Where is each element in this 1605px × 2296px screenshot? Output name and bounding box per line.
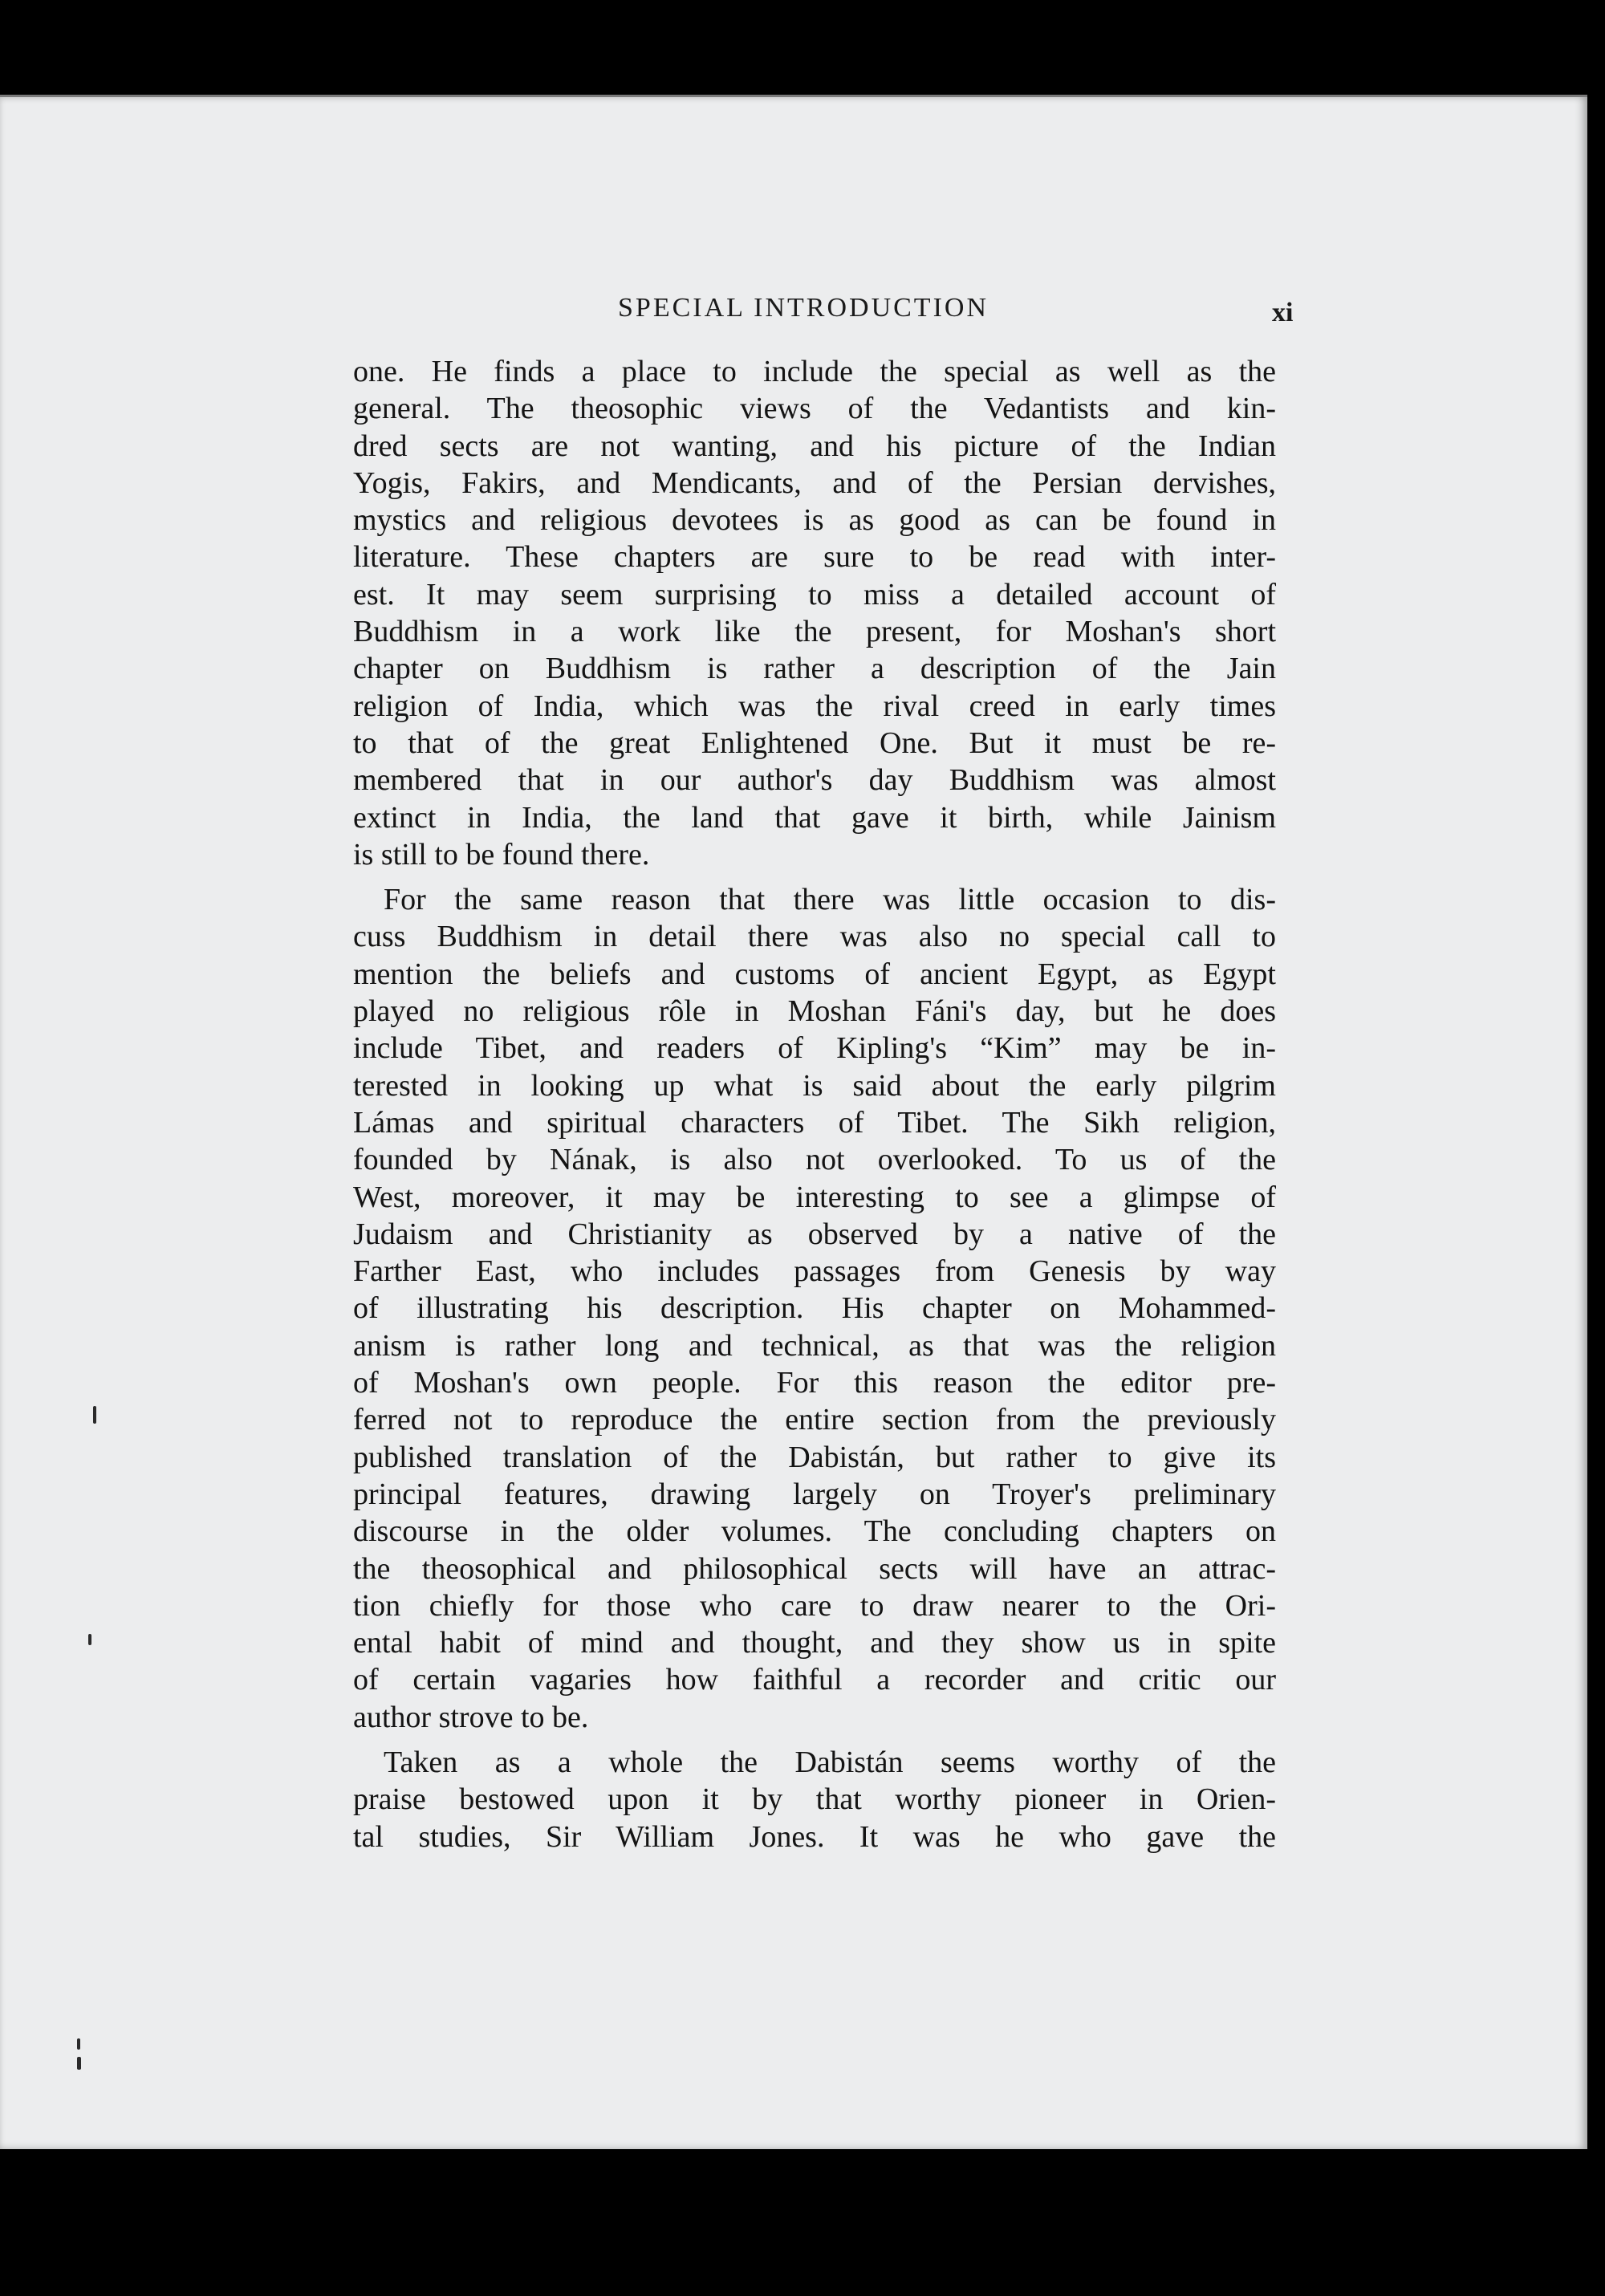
text-line: tal studies, Sir William Jones. It was he who gave the <box>353 1819 1276 1854</box>
text-line: praise bestowed upon it by that worthy pioneer in Orien- <box>353 1782 1276 1817</box>
text-line: of Moshan's own people. For this reason the editor pre- <box>353 1366 1276 1400</box>
text-line: of illustrating his description. His chapter on Mohammed- <box>353 1291 1276 1326</box>
page-number: xi <box>1272 298 1294 327</box>
text-line: cuss Buddhism in detail there was also no special call to <box>353 920 1276 954</box>
text-line: anism is rather long and technical, as that was the religion <box>353 1328 1276 1363</box>
page-top-edge <box>0 95 1587 97</box>
text-line: published translation of the Dabistán, but rather to give its <box>353 1440 1276 1474</box>
text-line: chapter on Buddhism is rather a description of the Jain <box>353 652 1276 686</box>
text-line: is still to be found there. <box>353 837 650 872</box>
text-line: of certain vagaries how faithful a recorder and critic our <box>353 1663 1276 1697</box>
text-line: ferred not to reproduce the entire section from the previously <box>353 1403 1276 1437</box>
text-line: membered that in our author's day Buddhism was almost <box>353 763 1276 798</box>
text-line: religion of India, which was the rival creed in early times <box>353 689 1276 723</box>
text-line: terested in looking up what is said about the early pilgrim <box>353 1068 1276 1103</box>
text-line: Yogis, Fakirs, and Mendicants, and of the Persian dervishes, <box>353 465 1276 500</box>
text-line: author strove to be. <box>353 1700 589 1734</box>
text-line: Buddhism in a work like the present, for Moshan's short <box>353 615 1276 649</box>
text-line: Taken as a whole the Dabistán seems worthy of the <box>384 1745 1276 1779</box>
text-line: literature. These chapters are sure to be read with inter- <box>353 540 1276 575</box>
text-line: principal features, drawing largely on Troyer's preliminary <box>353 1477 1276 1511</box>
text-line: ental habit of mind and thought, and they show us in spite <box>353 1626 1276 1660</box>
text-line: est. It may seem surprising to miss a detailed account of <box>353 577 1276 612</box>
text-line: For the same reason that there was little occasion to dis- <box>384 883 1276 917</box>
text-line: dred sects are not wanting, and his picture of the Indian <box>353 429 1276 463</box>
text-line: the theosophical and philosophical sects will have an attrac- <box>353 1551 1276 1586</box>
margin-mark <box>93 1406 96 1424</box>
text-line: include Tibet, and readers of Kipling's “Kim” may be in- <box>353 1031 1276 1066</box>
text-line: tion chiefly for those who care to draw nearer to the Ori- <box>353 1588 1276 1623</box>
text-line: mystics and religious devotees is as good as can be found in <box>353 503 1276 538</box>
text-line: mention the beliefs and customs of ancient Egypt, as Egypt <box>353 957 1276 991</box>
margin-mark <box>88 1634 91 1645</box>
text-line: Farther East, who includes passages from Genesis by way <box>353 1254 1276 1289</box>
text-line: to that of the great Enlightened One. But it must be re- <box>353 725 1276 760</box>
margin-mark <box>77 2057 81 2070</box>
running-head-title: SPECIAL INTRODUCTION <box>618 293 989 323</box>
text-line: West, moreover, it may be interesting to see a glimpse of <box>353 1180 1276 1214</box>
text-line: played no religious rôle in Moshan Fáni's day, but he does <box>353 994 1276 1029</box>
text-line: Lámas and spiritual characters of Tibet. The Sikh religion, <box>353 1105 1276 1140</box>
margin-mark <box>77 2038 80 2050</box>
text-line: discourse in the older volumes. The concluding chapters on <box>353 1514 1276 1549</box>
body-text <box>353 353 1276 1855</box>
text-line: general. The theosophic views of the Vedantists and kin- <box>353 392 1276 426</box>
text-line: one. He finds a place to include the special as well as the <box>353 355 1276 388</box>
text-line: extinct in India, the land that gave it birth, while Jainism <box>353 800 1276 835</box>
text-line: founded by Nának, is also not overlooked. To us of the <box>353 1143 1276 1177</box>
text-line: Judaism and Christianity as observed by a native of the <box>353 1217 1276 1251</box>
paragraph-gap <box>353 1736 1276 1744</box>
running-head <box>0 293 1587 333</box>
paragraph-gap <box>353 873 1276 881</box>
